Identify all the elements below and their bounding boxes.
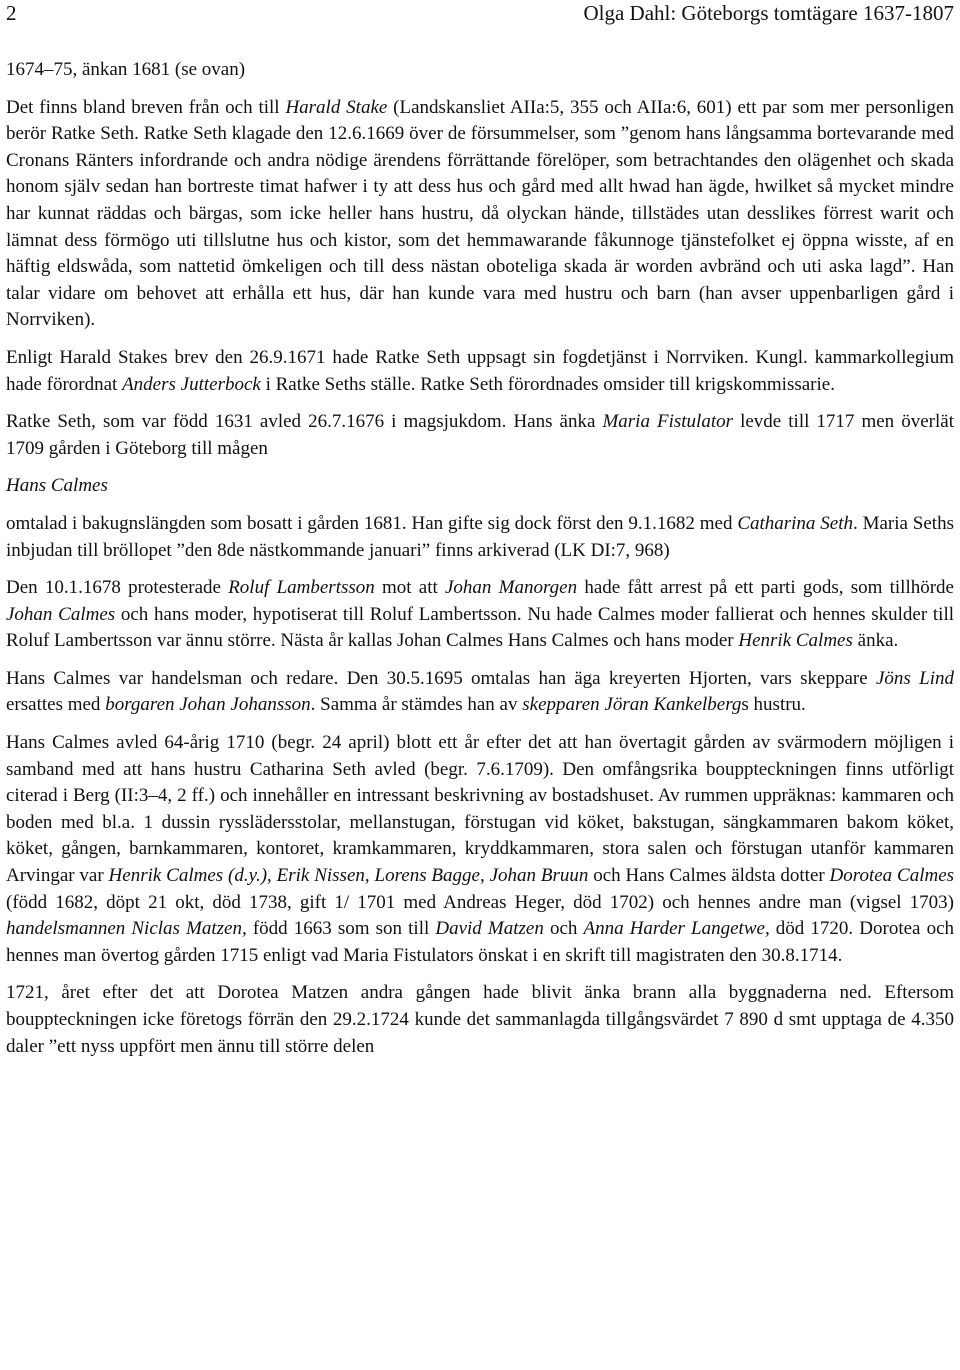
italic-name-run: Johan Bruun (489, 865, 589, 887)
text-run: Det finns bland breven från och till (6, 96, 286, 118)
text-run: änka. (852, 630, 899, 652)
italic-name-run: Maria Fistulator (602, 411, 734, 433)
body-paragraph (6, 980, 954, 1060)
body-paragraph (6, 409, 954, 462)
italic-name-run: Johan Manorgen (445, 577, 578, 599)
body-paragraph (6, 666, 954, 719)
text-run: död 1720. Dorotea och hennes man övertog gården 1715 enligt vad Maria Fistulators önskat i en skrift till magistraten den 30.8.1714. (6, 918, 954, 966)
text-run: omtalad i bakugnslängden som bosatt i gården 1681. Han gifte sig dock först den 9.1.1682 med (6, 512, 738, 534)
body-paragraph (6, 575, 954, 655)
text-run: och (543, 918, 584, 940)
text-run: Hans Calmes var handelsman och redare. Den 30.5.1695 omtalas han äga kreyerten Hjorten, vars skeppare (6, 667, 876, 689)
italic-name-run: Harald Stake (285, 96, 388, 118)
text-run: född 1663 som son till (246, 918, 436, 940)
italic-name-run: Jöns Lind (875, 667, 954, 689)
italic-name-run: handelsmannen Niclas Matzen, (6, 918, 247, 940)
italic-name-run: Lorens Bagge (374, 865, 480, 887)
italic-name-run: Anders Jutterbock (122, 373, 261, 395)
italic-name-run: borgaren Johan Johansson (105, 694, 311, 716)
text-run: s hustru. (741, 694, 806, 716)
document-body (6, 57, 954, 1060)
running-title: Olga Dahl: Göteborgs tomtägare 1637-1807 (583, 1, 954, 25)
body-paragraph (6, 511, 954, 564)
text-run: och Hans Calmes äldsta dotter (588, 865, 830, 887)
page-number: 2 (6, 1, 17, 25)
italic-name-run: skepparen Jöran Kankelberg (522, 694, 742, 716)
text-run: (född 1682, döpt 21 okt, död 1738, gift 1/ 1701 med Andreas Heger, död 1702) och hennes andre man (vigsel 1703) (6, 891, 954, 913)
text-run: Hans Calmes avled 64-årig 1710 (begr. 24 april) blott ett år efter det att han övertagit gården av svärmodern möjligen i samband med att hans hustru Catharina Seth avled (begr. 7.6.1709). Den omfångsrika bouppteckningen finns utförligt citerad i Berg (II:3–4, 2 ff.) och innehåller en intressant beskrivning av bostadshuset. Av rummen uppräknas: kammaren och boden med bl.a. 1 dussin rysslädersstolar, mellanstugan, förstugan vid köket, bakstugan, sängkammaren bakom köket, köket, gången, barnkammaren, kontoret, kramkammaren, kryddkammaren, stora salen och förstugan utanför kammaren Arvingar var (6, 732, 954, 887)
text-run: , (479, 865, 490, 887)
body-paragraph (6, 95, 954, 334)
italic-name-run: Erik Nissen (276, 865, 365, 887)
body-paragraph (6, 730, 954, 969)
text-run: . Maria Seths inbjudan till bröllopet ”den 8de nästkommande januari” finns arkiverad (LK DI:7, 968) (6, 512, 954, 561)
text-run: 1721, året efter det att Dorotea Matzen andra gången hade blivit änka brann alla byggnaderna ned. Eftersom bouppteckningen icke företogs förrän den 29.2.1724 kunde det sammanlagda tillgångsvärdet 7 890 d smt upptaga de 4.350 daler ”ett nyss uppfört men ännu till större delen (6, 982, 954, 1057)
italic-name-run: Henrik Calmes (738, 630, 853, 652)
italic-name-run: Henrik Calmes (d.y.) (108, 865, 268, 887)
text-run: (Landskansliet AIIa:5, 355 och AIIa:6, 601) ett par som mer personligen berör Ratke Seth. Ratke Seth klagade den 12.6.1669 över de försummelser, som ”genom hans långsamma bortevarande med Cronans Ränters infordrande och andra nödige ärendens förrättande förelöper, som betrachtandes den olägenhet och skada honom själv sedan han bortreste timat hafwer i ty att dess hus och gård med allt hwad han ägde, hwilket så mycket mindre har kunnat räddas och bärgas, som icke heller hans hustru, då olyckan hände, tillstädes utan desslikes förrest warit och lämnat dess förmögo uti tillslutne hus och kistor, som det hemmawarande fåkunnoge tjänstefolket ej öppna wisste, af en häftig eldswåda, som nattetid ömkeligen och till dess nästan oboteliga skada är worden avbränd och uti aska lagd”. Han talar vidare om behovet att erhålla ett hus, där han kunde vara med hustru och barn (han avser uppenbarligen gård i Norrviken). (6, 96, 954, 331)
italic-name-run: Johan Calmes (6, 603, 116, 625)
text-run: Ratke Seth, som var född 1631 avled 26.7.1676 i magsjukdom. Hans änka (6, 411, 603, 433)
text-run: mot att (374, 577, 445, 599)
text-run: levde till 1717 men överlät 1709 gården i Göteborg till mågen (6, 411, 954, 459)
text-run: . Samma år stämdes han av (310, 694, 523, 716)
text-run: hade fått arrest på ett parti gods, som tillhörde (577, 577, 954, 599)
body-paragraph (6, 345, 954, 398)
text-run: ersattes med (6, 694, 106, 716)
text-run: och hans moder, hypotiserat till Roluf Lambertsson. Nu hade Calmes moder fallierat och hennes skulder till Roluf Lambertsson var ännu större. Nästa år kallas Johan Calmes Hans Calmes och hans moder (6, 603, 954, 652)
italic-name-run: Anna Harder Langetwe, (583, 918, 770, 940)
text-run: , (267, 865, 277, 887)
body-paragraph (6, 473, 954, 500)
text-run: 1674–75, änkan 1681 (se ovan) (6, 59, 246, 80)
text-run: Den 10.1.1678 protesterade (6, 577, 229, 599)
page-header (6, 0, 954, 26)
italic-name-run: Catharina Seth (737, 512, 853, 534)
italic-name-run: David Matzen (435, 918, 544, 940)
italic-name-run: Dorotea Calmes (829, 865, 955, 887)
text-run: , (364, 865, 375, 887)
italic-name-run: Roluf Lambertsson (228, 577, 375, 599)
body-paragraph (6, 57, 954, 84)
text-run: i Ratke Seths ställe. Ratke Seth förordnades omsider till krigskommissarie. (260, 373, 835, 395)
text-run: Enligt Harald Stakes brev den 26.9.1671 hade Ratke Seth uppsagt sin fogdetjänst i Norrviken. Kungl. kammarkollegium hade förordnat (6, 346, 954, 395)
italic-name-run: Hans Calmes (6, 475, 108, 497)
